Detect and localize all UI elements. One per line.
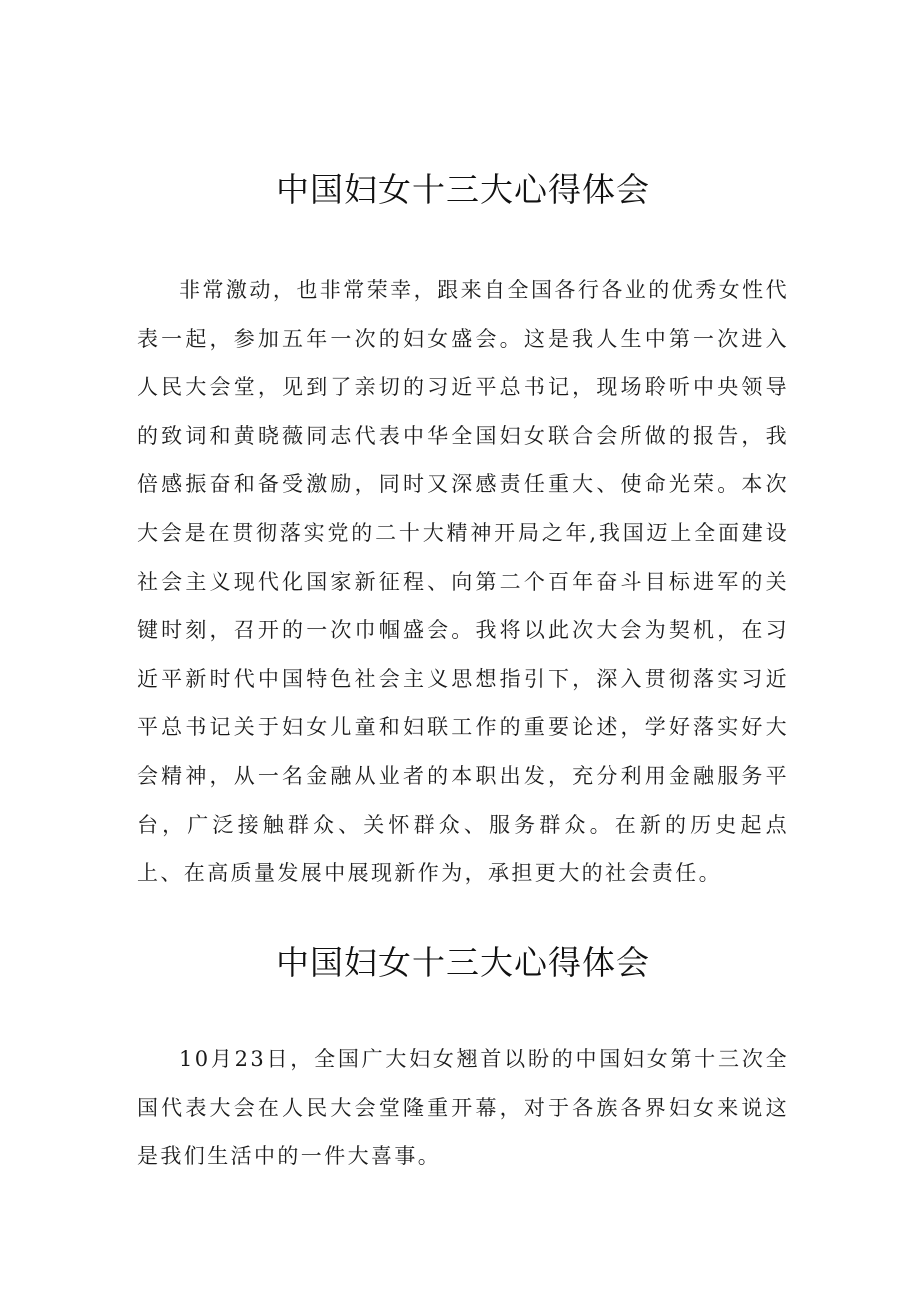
article-title-2: 中国妇女十三大心得体会 [276, 943, 650, 982]
article-title-1: 中国妇女十三大心得体会 [276, 170, 650, 209]
article-paragraph-1: 非常激动，也非常荣幸，跟来自全国各行各业的优秀女性代表一起，参加五年一次的妇女盛会。这是我人生中第一次进入人民大会堂，见到了亲切的习近平总书记，现场聆听中央领导的致词和黄晓薇同志代表中华全国妇女联合会所做的报告，我倍感振奋和备受激励，同时又深感责任重大、使命光荣。本次大会是在贯彻落实党的二十大精神开局之年,我国迈上全面建设社会主义现代化国家新征程、向第二个百年奋斗目标进军的关键时刻，召开的一次巾帼盛会。我将以此次大会为契机，在习近平新时代中国特色社会主义思想指引下，深入贯彻落实习近平总书记关于妇女儿童和妇联工作的重要论述，学好落实好大会精神，从一名金融从业者的本职出发，充分利用金融服务平台，广泛接触群众、关怀群众、服务群众。在新的历史起点上、在高质量发展中展现新作为，承担更大的社会责任。 [137, 278, 789, 886]
article-section-2 [137, 943, 789, 1181]
article-section-1 [137, 170, 789, 898]
article-paragraph-2: 10月23日，全国广大妇女翘首以盼的中国妇女第十三次全国代表大会在人民大会堂隆重开幕，对于各族各界妇女来说这是我们生活中的一件大喜事。 [137, 1047, 789, 1169]
